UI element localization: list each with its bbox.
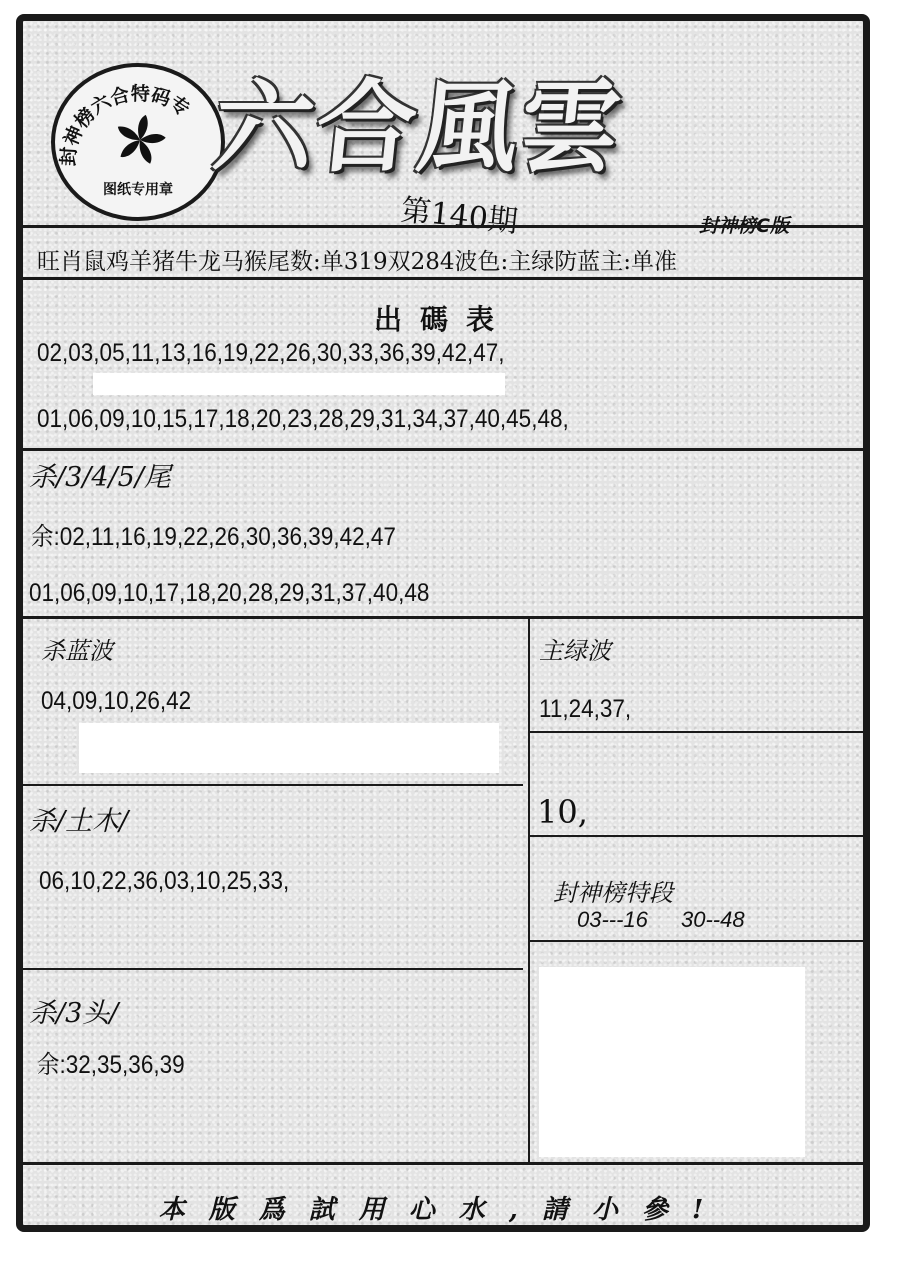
main-green-numbers: 11,24,37, [539, 695, 632, 723]
footer-note: 本版爲試用心水,請小參! [158, 1195, 728, 1225]
special-range-1: 03---16 [577, 907, 648, 932]
divider [23, 1162, 863, 1165]
issue-number: 第140期 [399, 192, 520, 241]
kill-tail-row-2: 01,06,09,10,17,18,20,28,29,31,37,40,48 [29, 579, 430, 607]
seal-stamp [51, 63, 225, 221]
kill-head-numbers: 余:32,35,36,39 [37, 1051, 185, 1079]
info-line: 旺肖鼠鸡羊猪牛龙马猴尾数:单319双284波色:主绿防蓝主:单准 [37, 249, 678, 275]
page-sheet [16, 14, 870, 1232]
page-title: 六合風雲 [207, 68, 629, 186]
kill-element-label: 杀/土木/ [29, 806, 129, 837]
blank-block [93, 373, 505, 395]
kill-blue-label: 杀蓝波 [41, 637, 113, 665]
divider [530, 835, 863, 837]
single-pick-number: 10, [537, 793, 588, 831]
column-divider [528, 618, 530, 1164]
bauhinia-flower-icon [111, 111, 169, 169]
main-green-label: 主绿波 [539, 637, 611, 665]
divider [530, 731, 863, 733]
version-label: 封神榜C版 [699, 215, 789, 237]
divider [23, 225, 863, 228]
kill-element-numbers: 06,10,22,36,03,10,25,33, [39, 867, 290, 895]
kill-tail-row-1: 余:02,11,16,19,22,26,30,36,39,42,47 [31, 523, 396, 551]
divider [23, 277, 863, 280]
seal-bottom-text: 图纸专用章 [103, 182, 173, 198]
divider [23, 784, 523, 786]
chart-table-row-2: 01,06,09,10,15,17,18,20,23,28,29,31,34,37,40,45,48, [37, 405, 569, 433]
blank-block [79, 723, 499, 773]
divider [23, 968, 523, 970]
special-range-label: 封神榜特段 [553, 879, 673, 907]
special-range-2: 30--48 [681, 907, 745, 932]
chart-table-heading: 出碼表 [373, 303, 512, 336]
divider [23, 616, 863, 619]
kill-head-label: 杀/3头/ [29, 998, 119, 1029]
divider [23, 448, 863, 451]
blank-block [539, 967, 805, 1157]
seal-arc-label: 封神榜六合特码专 [57, 82, 194, 167]
kill-tail-label: 杀/3/4/5/尾 [29, 462, 171, 493]
chart-table-row-1: 02,03,05,11,13,16,19,22,26,30,33,36,39,42,47, [37, 339, 505, 367]
kill-blue-numbers: 04,09,10,26,42 [41, 687, 192, 715]
divider [530, 940, 863, 942]
